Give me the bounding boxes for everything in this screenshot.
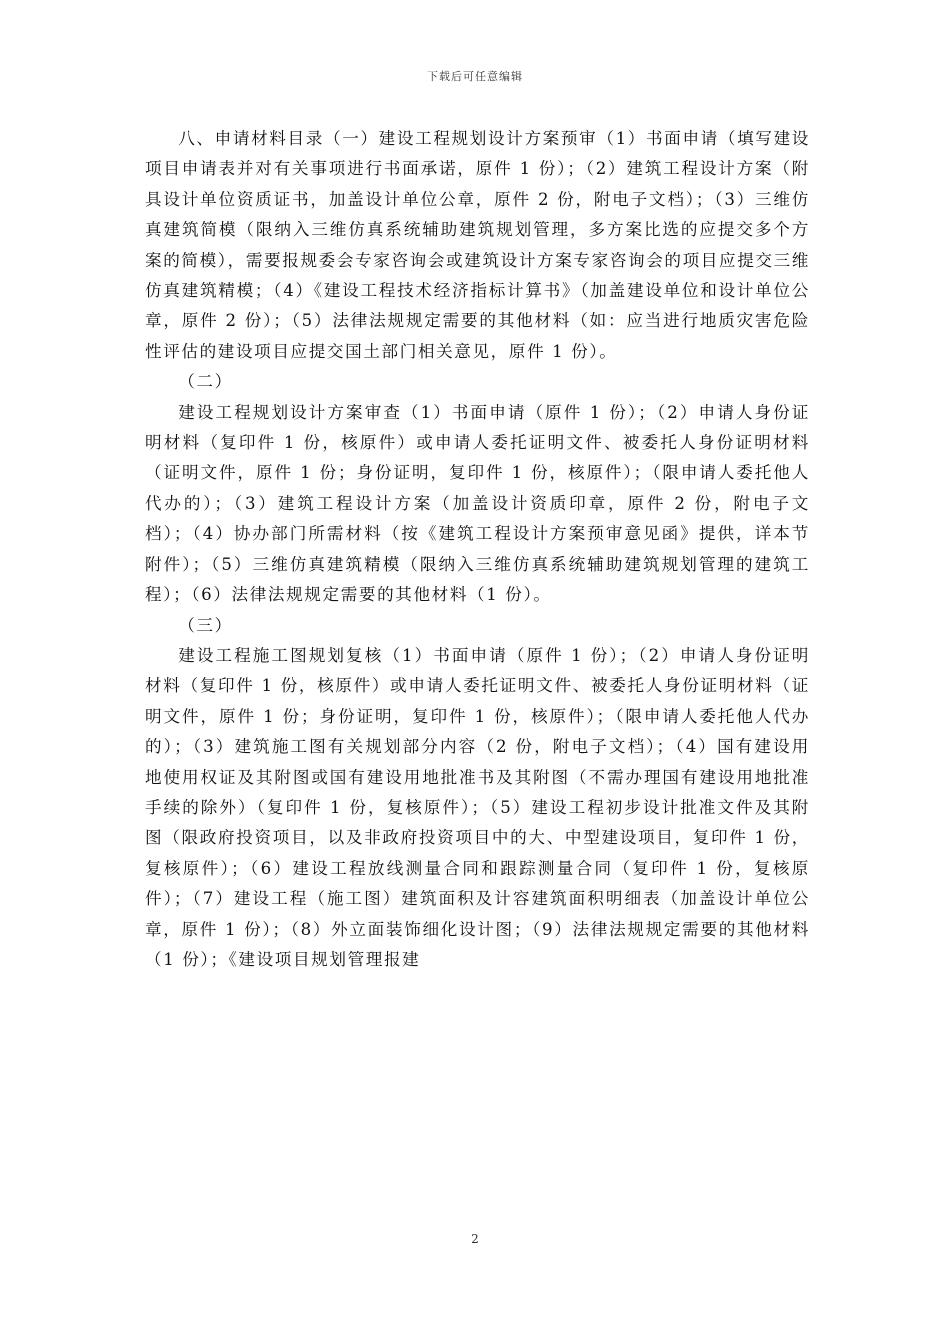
paragraph-section-2: 建设工程规划设计方案审查（1）书面申请（原件 1 份）；（2）申请人身份证明材料（复印件 1 份，核原件）或申请人委托证明文件、被委托人身份证明材料（证明文件，原件 1 份；身份证明，复印件 1 份，核原件）；（限申请人委托他人代办的）；（3）建筑工程设计方案（加盖设计资质印章，原件 2 份，附电子文档）；（4）协办部门所需材料（按《建筑工程设计方案预审意见函》提供，详本节附件）；（5）三维仿真建筑精模（限纳入三维仿真系统辅助建筑规划管理的建筑工程）；（6）法律法规规定需要的其他材料（1 份）。 [145,402,810,605]
page-number: 2 [471,1232,479,1246]
page-header: 下载后可任意编辑 [427,70,523,83]
paragraph-section-3: 建设工程施工图规划复核（1）书面申请（原件 1 份）；（2）申请人身份证明材料（复印件 1 份，核原件）或申请人委托证明文件、被委托人身份证明材料（证明文件，原件 1 份；身份证明，复印件 1 份，核原件）；（限申请人委托他人代办的）；（3）建筑施工图有关规划部分内容（2 份，附电子文档）；（4）国有建设用地使用权证及其附图或国有建设用地批准书及其附图（不需办理国有建设用地批准手续的除外）（复印件 1 份，复核原件）；（5）建设工程初步设计批准文件及其附图（限政府投资项目，以及非政府投资项目中的大、中型建设项目，复印件 1 份，复核原件）；（6）建设工程放线测量合同和跟踪测量合同（复印件 1 份，复核原件）；（7）建设工程（施工图）建筑面积及计容建筑面积明细表（加盖设计单位公章，原件 1 份）；（8）外立面装饰细化设计图；（9）法律法规规定需要的其他材料（1 份）；《建设项目规划管理报建 [145,645,810,969]
section-heading-3: （三） [178,615,233,635]
section-heading-2: （二） [178,372,233,392]
document-body [145,124,810,975]
paragraph-section-1: 八、申请材料目录（一）建设工程规划设计方案预审（1）书面申请（填写建设项目申请表并对有关事项进行书面承诺，原件 1 份）；（2）建筑工程设计方案（附具设计单位资质证书，加盖设计单位公章，原件 2 份，附电子文档）；（3）三维仿真建筑简模（限纳入三维仿真系统辅助建筑规划管理，多方案比选的应提交多个方案的简模），需要报规委会专家咨询会或建筑设计方案专家咨询会的项目应提交三维仿真建筑精模；（4）《建设工程技术经济指标计算书》（加盖建设单位和设计单位公章，原件 2 份）；（5）法律法规规定需要的其他材料（如：应当进行地质灾害危险性评估的建设项目应提交国土部门相关意见，原件 1 份）。 [145,129,810,361]
